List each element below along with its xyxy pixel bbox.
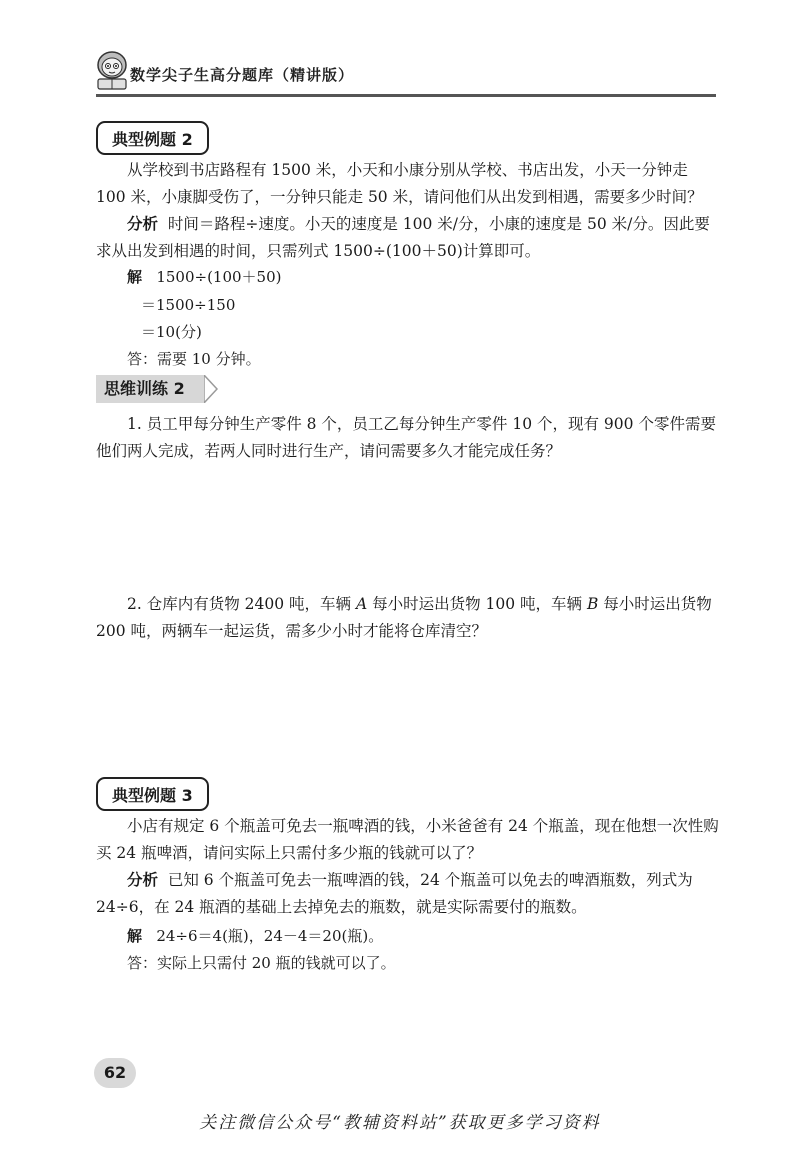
footer-watermark: 关注微信公众号“教辅资料站”获取更多学习资料 bbox=[199, 1113, 601, 1133]
example-2-solution-line-1 bbox=[127, 266, 282, 287]
question-2-text-c: 每小时运出货物 200 吨，两辆车一起运货，需多少小时才能将仓库清空？ bbox=[96, 595, 712, 640]
example-3-solution bbox=[127, 925, 383, 946]
analysis-label: 分析 bbox=[127, 215, 159, 233]
solution-step: 1500÷(100＋50) bbox=[156, 268, 282, 286]
page-number: 62 bbox=[94, 1058, 136, 1088]
example-3-answer: 答：实际上只需付 20 瓶的钱就可以了。 bbox=[127, 954, 396, 972]
example-2-analysis bbox=[96, 211, 720, 265]
example-3-analysis bbox=[96, 867, 720, 921]
example-2-label: 典型例题 2 bbox=[96, 121, 209, 155]
mascot-logo-icon bbox=[92, 48, 132, 94]
book-series-title: 数学尖子生高分题库（精讲版） bbox=[130, 66, 355, 84]
example-2-solution-line-3: ＝10(分) bbox=[141, 323, 202, 341]
example-2-solution-line-2: ＝1500÷150 bbox=[141, 296, 236, 314]
training-2-label: 思维训练 2 bbox=[96, 375, 204, 403]
training-2-question-2 bbox=[96, 591, 720, 645]
header-divider bbox=[96, 94, 716, 97]
question-2-text-b: 每小时运出货物 100 吨，车辆 bbox=[367, 595, 587, 613]
training-label-arrow-icon bbox=[204, 375, 218, 403]
example-2-answer: 答：需要 10 分钟。 bbox=[127, 350, 261, 368]
vehicle-b: B bbox=[586, 595, 599, 613]
example-2-problem: 从学校到书店路程有 1500 米，小天和小康分别从学校、书店出发，小天一分钟走 100 米，小康脚受伤了，一分钟只能走 50 米，请问他们从出发到相遇，需要多少时间？ bbox=[96, 161, 703, 206]
analysis-text: 已知 6 个瓶盖可免去一瓶啤酒的钱，24 个瓶盖可以免去的啤酒瓶数，列式为 24÷6，在 24 瓶酒的基础上去掉免去的瓶数，就是实际需要付的瓶数。 bbox=[96, 871, 693, 916]
analysis-text: 时间＝路程÷速度。小天的速度是 100 米/分，小康的速度是 50 米/分。因此要求从出发到相遇的时间，只需列式 1500÷(100＋50)计算即可。 bbox=[96, 215, 710, 260]
example-3-problem: 小店有规定 6 个瓶盖可免去一瓶啤酒的钱，小米爸爸有 24 个瓶盖，现在他想一次性购买 24 瓶啤酒，请问实际上只需付多少瓶的钱就可以了？ bbox=[96, 817, 719, 862]
solution-label: 解 bbox=[127, 268, 143, 286]
solution-text: 24÷6＝4(瓶)，24－4＝20(瓶)。 bbox=[156, 927, 384, 945]
solution-label: 解 bbox=[127, 927, 143, 945]
question-2-text-a: 2. 仓库内有货物 2400 吨，车辆 bbox=[127, 595, 356, 613]
example-3-label: 典型例题 3 bbox=[96, 777, 209, 811]
training-2-question-1: 1. 员工甲每分钟生产零件 8 个，员工乙每分钟生产零件 10 个，现有 900 个零件需要他们两人完成，若两人同时进行生产，请问需要多久才能完成任务？ bbox=[96, 415, 716, 460]
vehicle-a: A bbox=[355, 595, 368, 613]
analysis-label: 分析 bbox=[127, 871, 159, 889]
